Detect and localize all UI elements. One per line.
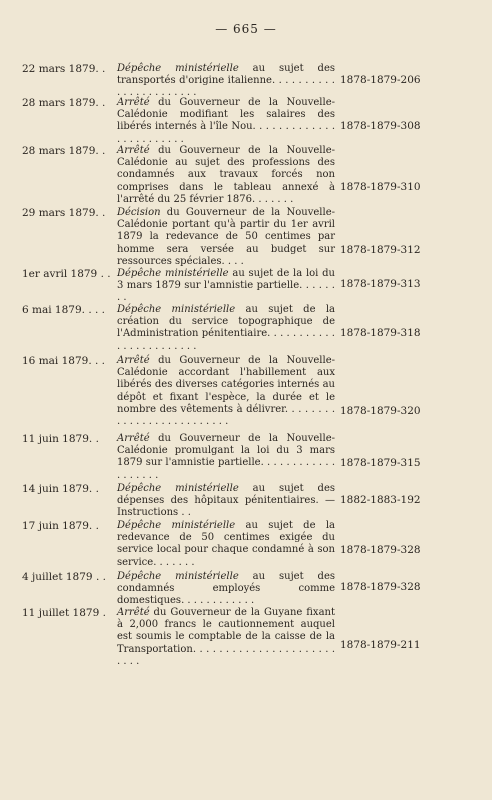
entry-date: 28 mars 1879. . bbox=[22, 145, 106, 157]
entry-lead: Dépêche ministérielle bbox=[117, 268, 229, 279]
entry-description bbox=[117, 483, 335, 520]
entry-lead: Dépêche ministérielle bbox=[117, 520, 236, 531]
entry-text: au sujet de la création du service topographique de l'Administration pénitentiaire. . . . . . . . . . . . . . . . . . . . . . . . bbox=[117, 304, 335, 352]
entry-description bbox=[117, 571, 335, 608]
entry-lead: Arrêté bbox=[117, 97, 150, 108]
entry-description bbox=[117, 433, 335, 482]
entry-lead: Arrêté bbox=[117, 433, 150, 444]
entry-date: 11 juin 1879. . bbox=[22, 433, 99, 445]
entry-reference: 1878-1879-328 bbox=[340, 544, 421, 556]
entry-reference: 1878-1879-312 bbox=[340, 244, 421, 256]
entry-reference: 1878-1879-211 bbox=[340, 639, 421, 651]
entry-lead: Dépêche ministérielle bbox=[117, 304, 236, 315]
entry-description bbox=[117, 145, 335, 206]
entry-text: du Gouverneur de la Nouvelle-Calédonie promulgant la loi du 3 mars 1879 sur l'amnistie partielle. . . . . . . . . . . . . . . . . . . bbox=[117, 433, 335, 481]
entry-lead: Dépêche ministérielle bbox=[117, 571, 239, 582]
entry-date: 11 juillet 1879 . bbox=[22, 607, 106, 619]
entry-text: au sujet des dépenses des hôpitaux pénitentiaires. — Instructions . . bbox=[117, 483, 335, 519]
entry-text: du Gouverneur de la Nouvelle-Calédonie au sujet des professions des condamnés aux travaux forcés non comprises dans le tableau annexé à l'arrêté du 25 février 1876. . . . . . . bbox=[117, 145, 335, 205]
entry-date: 17 juin 1879. . bbox=[22, 520, 99, 532]
entry-text: du Gouverneur de la Nouvelle-Calédonie portant qu'à partir du 1er avril 1879 la redevance de 50 centimes par homme sera versée au budget sur ressources spéciales. . . . bbox=[117, 207, 335, 267]
entry-lead: Arrêté bbox=[117, 355, 150, 366]
entry-description bbox=[117, 304, 335, 353]
entry-date: 1er avril 1879 . . bbox=[22, 268, 111, 280]
entry-reference: 1882-1883-192 bbox=[340, 494, 421, 506]
entry-reference: 1878-1879-320 bbox=[340, 405, 421, 417]
entry-text: au sujet des transportés d'origine italienne. . . . . . . . . . . . . . . . . . . . . . . bbox=[117, 63, 335, 99]
entry-date: 4 juillet 1879 . . bbox=[22, 571, 106, 583]
entry-date: 14 juin 1879. . bbox=[22, 483, 99, 495]
entry-date: 6 mai 1879. . . . bbox=[22, 304, 106, 316]
entry-text: du Gouverneur de la Nouvelle-Calédonie modifiant les salaires des libérés internés à l'île Nou. . . . . . . . . . . . . . . . . . . . . . . . bbox=[117, 97, 335, 145]
entry-reference: 1878-1879-206 bbox=[340, 74, 421, 86]
entry-lead: Dépêche ministérielle bbox=[117, 63, 239, 74]
entry-text: du Gouverneur de la Nouvelle-Calédonie accordant l'habillement aux libérés des diverses catégories internés au dépôt et fixant l'espèce, la durée et le nombre des vêtements à délivrer. . . . . . . . . . . . . . . . . . . . . . . . . . bbox=[117, 355, 335, 428]
entry-description bbox=[117, 207, 335, 268]
entry-description bbox=[117, 355, 335, 428]
entry-text: au sujet de la loi du 3 mars 1879 sur l'amnistie partielle. . . . . . . . bbox=[117, 268, 335, 304]
page-number: — 665 — bbox=[215, 22, 277, 36]
entry-lead: Arrêté bbox=[117, 145, 150, 156]
entry-description bbox=[117, 607, 335, 668]
entry-text: du Gouverneur de la Guyane fixant à 2,000 francs le cautionnement auquel est soumis le comptable de la caisse de la Transportation. . . . . . . . . . . . . . . . . . . . . . . . . . bbox=[117, 607, 335, 667]
entry-description bbox=[117, 268, 335, 305]
entry-description bbox=[117, 63, 335, 100]
entry-reference: 1878-1879-318 bbox=[340, 327, 421, 339]
entry-text: au sujet de la redevance de 50 centimes exigée du service local pour chaque condamné à son service. . . . . . . bbox=[117, 520, 335, 568]
entry-date: 28 mars 1879. . bbox=[22, 97, 106, 109]
entry-lead: Dépêche ministérielle bbox=[117, 483, 239, 494]
entry-date: 16 mai 1879. . . bbox=[22, 355, 106, 367]
entry-reference: 1878-1879-308 bbox=[340, 120, 421, 132]
entry-reference: 1878-1879-328 bbox=[340, 581, 421, 593]
entry-date: 22 mars 1879. . bbox=[22, 63, 106, 75]
entry-text: au sujet des condamnés employés comme domestiques. . . . . . . . . . . . bbox=[117, 571, 335, 607]
entry-description bbox=[117, 520, 335, 569]
entry-lead: Décision bbox=[117, 207, 161, 218]
entry-reference: 1878-1879-315 bbox=[340, 457, 421, 469]
entry-lead: Arrêté bbox=[117, 607, 150, 618]
entry-description bbox=[117, 97, 335, 146]
entry-date: 29 mars 1879. . bbox=[22, 207, 106, 219]
entry-reference: 1878-1879-313 bbox=[340, 278, 421, 290]
entry-reference: 1878-1879-310 bbox=[340, 181, 421, 193]
